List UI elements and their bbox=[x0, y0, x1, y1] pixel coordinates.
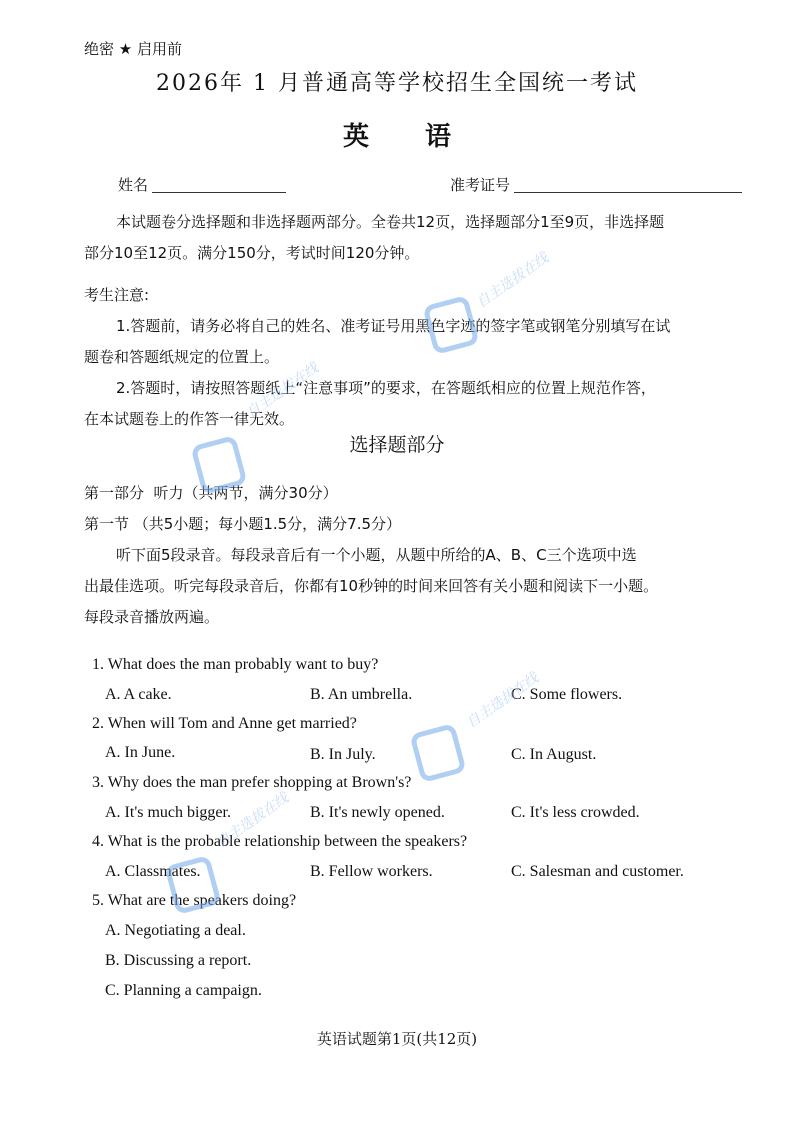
option-5b[interactable]: B. Discussing a report. bbox=[105, 952, 252, 969]
subject-char: 语 bbox=[425, 122, 452, 152]
option-5a[interactable]: A. Negotiating a deal. bbox=[105, 922, 246, 939]
question-2: 2. When will Tom and Anne get married? bbox=[92, 715, 357, 732]
watermark-text: 自主选拔在线 bbox=[463, 670, 542, 732]
option-3a[interactable]: A. It's much bigger. bbox=[105, 804, 231, 821]
question-3: 3. Why does the man prefer shopping at Brown's? bbox=[92, 774, 412, 791]
question-5: 5. What are the speakers doing? bbox=[92, 892, 297, 909]
instruction-line: 每段录音播放两遍。 bbox=[84, 608, 220, 626]
id-field[interactable] bbox=[514, 174, 742, 193]
notice-title: 考生注意: bbox=[84, 286, 150, 304]
part1-title: 第一部分 听力（共两节，满分30分） bbox=[84, 484, 338, 502]
notice-line: 在本试题卷上的作答一律无效。 bbox=[84, 410, 295, 428]
section-heading: 选择题部分 bbox=[349, 434, 445, 456]
option-4a[interactable]: A. Classmates. bbox=[105, 863, 201, 880]
watermark-text: 自主选拔在线 bbox=[213, 790, 292, 852]
watermark-text: 自主选拔在线 bbox=[243, 360, 322, 422]
option-5c[interactable]: C. Planning a campaign. bbox=[105, 982, 262, 999]
question-1: 1. What does the man probably want to buy? bbox=[92, 656, 379, 673]
option-1a[interactable]: A. A cake. bbox=[105, 686, 172, 703]
option-2b[interactable]: B. In July. bbox=[310, 746, 376, 763]
watermark-logo-icon bbox=[409, 723, 466, 783]
option-1b[interactable]: B. An umbrella. bbox=[310, 686, 413, 703]
notice-block bbox=[84, 280, 744, 435]
watermark-text: 自主选拔在线 bbox=[473, 250, 552, 312]
instruction-line: 出最佳选项。听完每段录音后，你都有10秒钟的时间来回答有关小题和阅读下一小题。 bbox=[84, 577, 659, 595]
instruction-line: 听下面5段录音。每段录音后有一个小题，从题中所给的A、B、C三个选项中选 bbox=[116, 546, 637, 564]
question-4: 4. What is the probable relationship between the speakers? bbox=[92, 833, 468, 850]
exam-title: 2026年 1 月普通高等学校招生全国统一考试 bbox=[156, 71, 638, 96]
id-label: 准考证号 bbox=[450, 176, 511, 194]
option-4b[interactable]: B. Fellow workers. bbox=[310, 863, 433, 880]
name-field[interactable] bbox=[152, 174, 286, 193]
section1-title: 第一节 （共5小题；每小题1.5分，满分7.5分） bbox=[84, 515, 402, 533]
notice-line: 1.答题前，请务必将自己的姓名、准考证号用黑色字迹的签字笔或钢笔分别填写在试 bbox=[116, 317, 671, 335]
option-3c[interactable]: C. It's less crowded. bbox=[511, 804, 640, 821]
listening-intro bbox=[84, 478, 744, 633]
intro-paragraph bbox=[84, 207, 744, 269]
name-label: 姓名 bbox=[118, 176, 149, 194]
intro-line: 部分10至12页。满分150分，考试时间120分钟。 bbox=[84, 244, 420, 262]
secret-label: 绝密 ★ 启用前 bbox=[84, 40, 182, 58]
option-2a[interactable]: A. In June. bbox=[105, 744, 176, 761]
subject-title bbox=[0, 116, 794, 153]
notice-line: 2.答题时，请按照答题纸上“注意事项”的要求，在答题纸相应的位置上规范作答， bbox=[116, 379, 656, 397]
option-2c[interactable]: C. In August. bbox=[511, 746, 597, 763]
option-4c[interactable]: C. Salesman and customer. bbox=[511, 863, 684, 880]
option-3b[interactable]: B. It's newly opened. bbox=[310, 804, 445, 821]
intro-line: 本试题卷分选择题和非选择题两部分。全卷共12页，选择题部分1至9页，非选择题 bbox=[116, 213, 665, 231]
notice-line: 题卷和答题纸规定的位置上。 bbox=[84, 348, 280, 366]
page-footer: 英语试题第1页(共12页) bbox=[316, 1030, 478, 1048]
option-1c[interactable]: C. Some flowers. bbox=[511, 686, 623, 703]
subject-char: 英 bbox=[342, 122, 369, 152]
